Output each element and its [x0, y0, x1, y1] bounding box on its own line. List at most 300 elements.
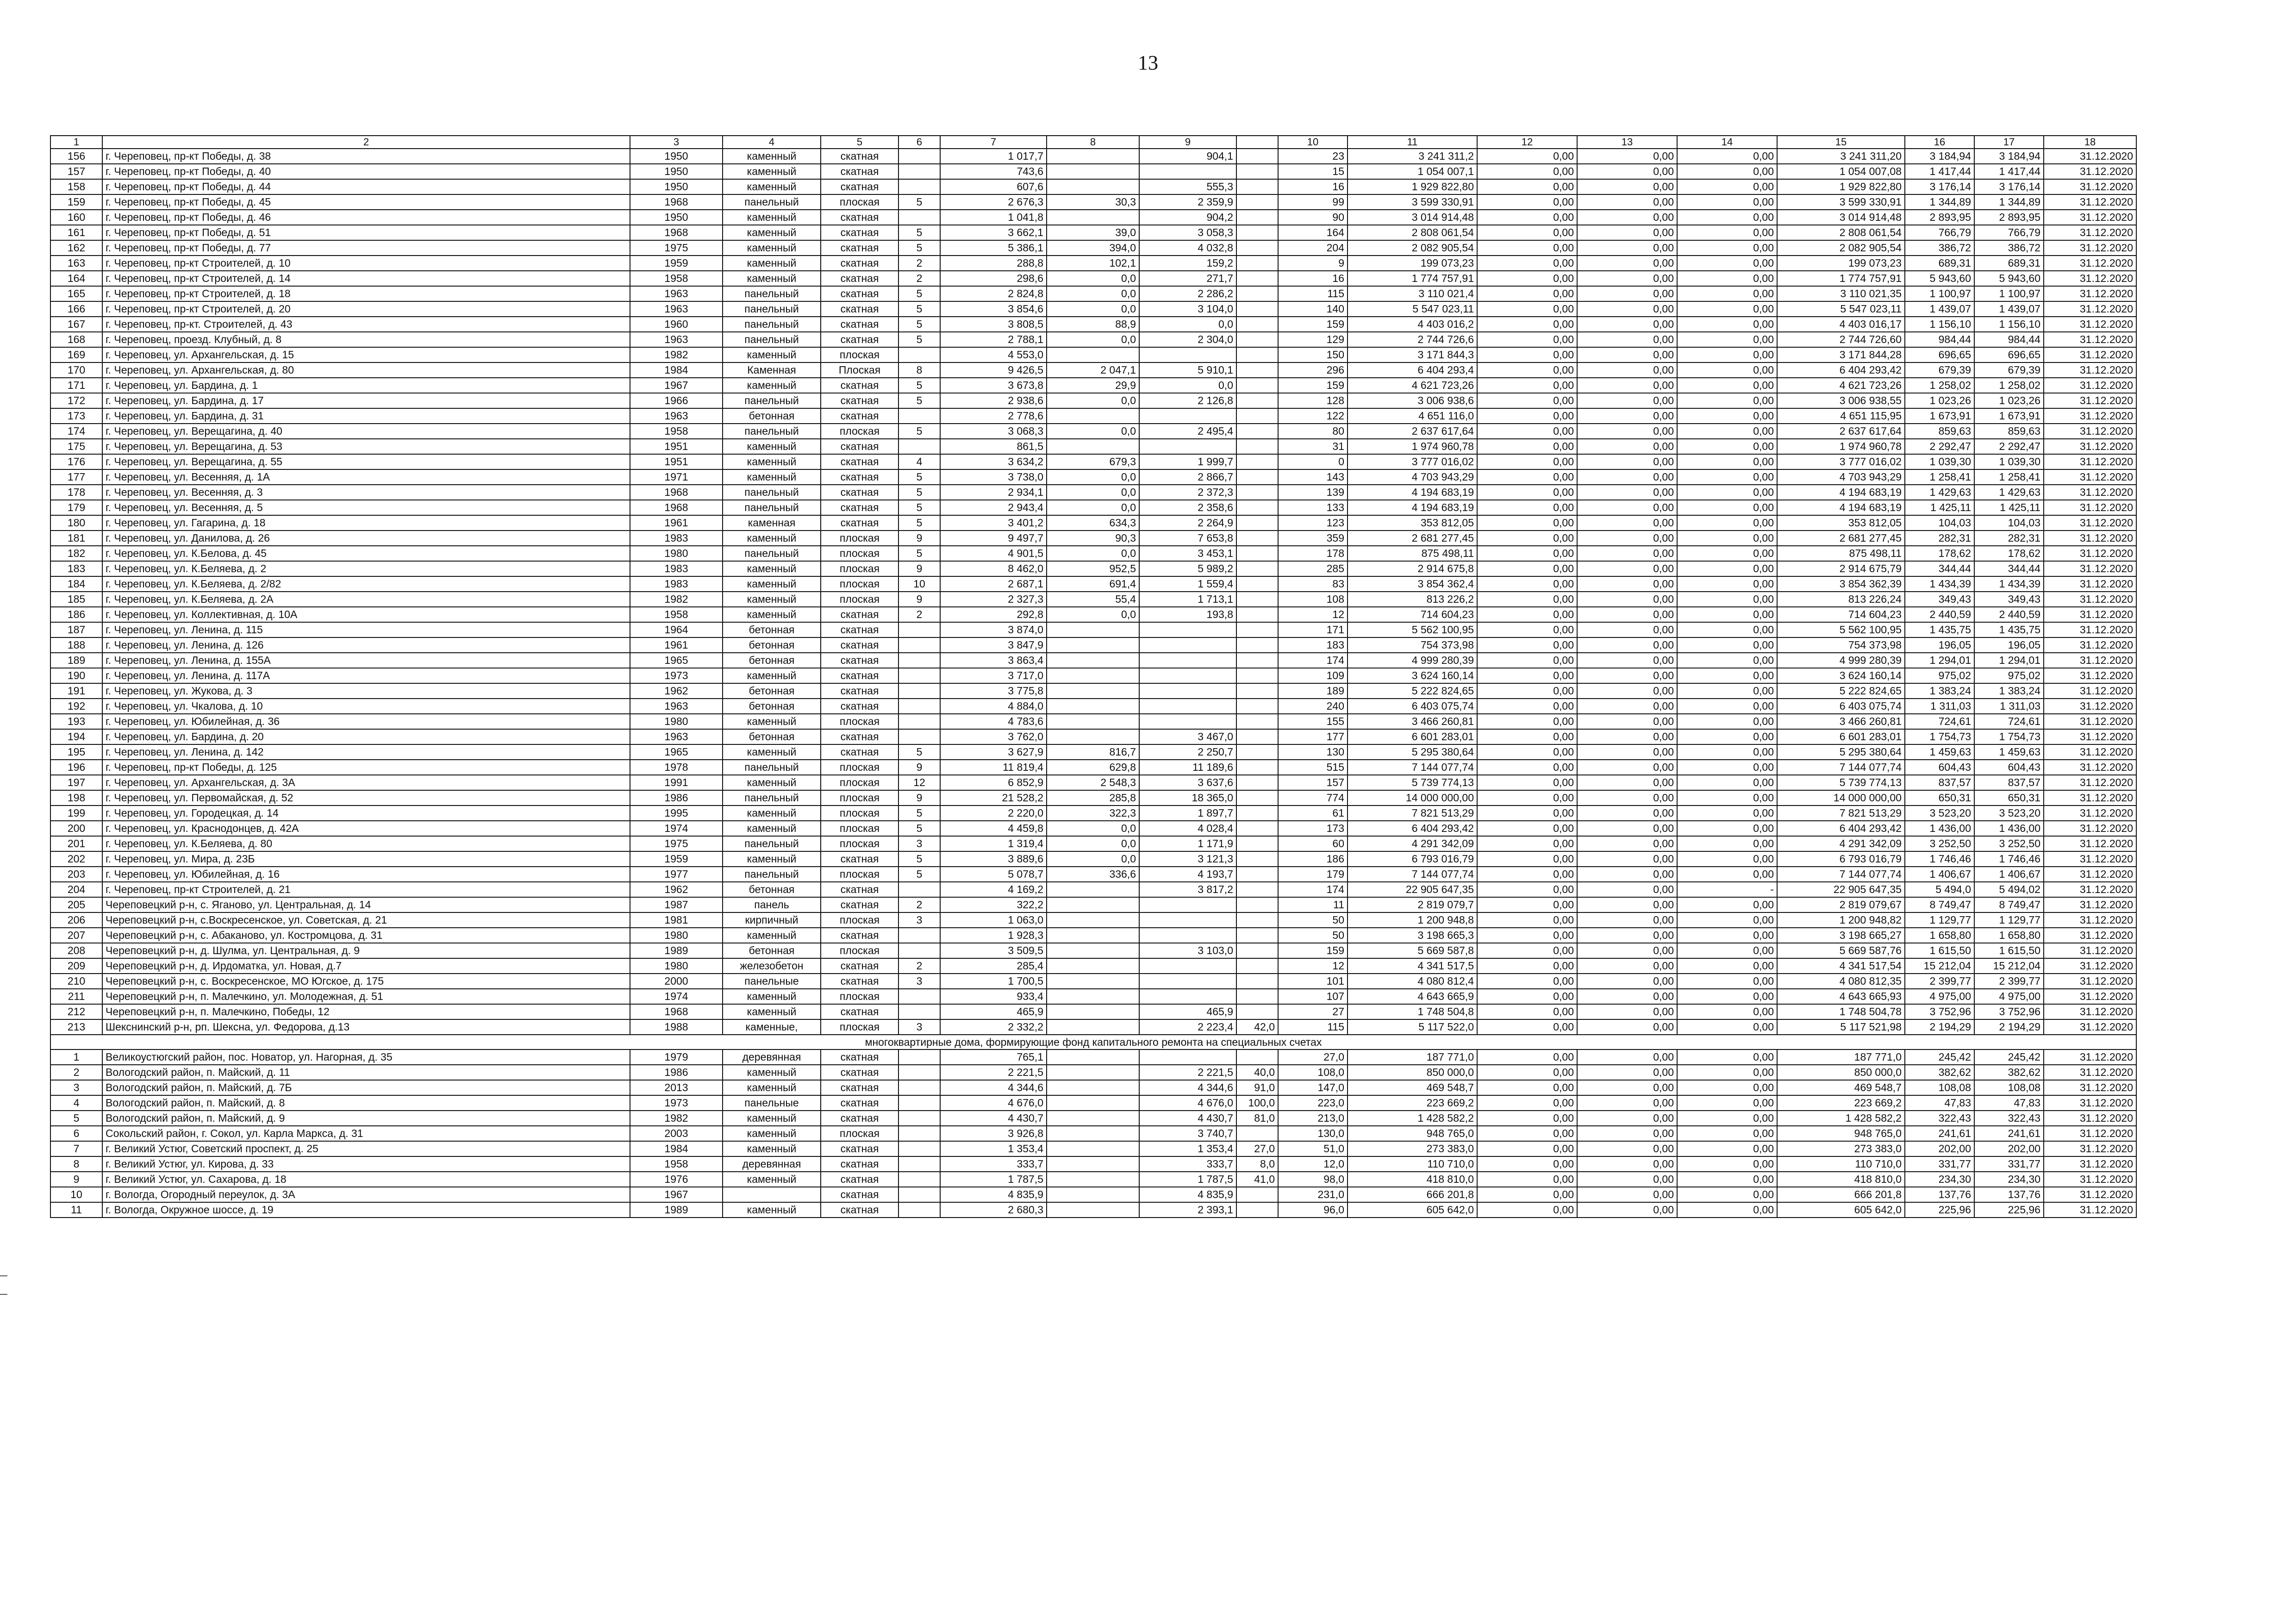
table-cell — [898, 1004, 940, 1019]
table-cell: 2 — [898, 607, 940, 622]
column-number-cell: 10 — [1278, 136, 1348, 149]
table-cell: 353 812,05 — [1348, 515, 1477, 531]
table-cell: 0,00 — [1677, 362, 1777, 378]
table-cell: 157 — [50, 164, 102, 179]
table-cell: 766,79 — [1974, 225, 2044, 240]
table-cell: 31.12.2020 — [2044, 439, 2136, 454]
table-cell: 155 — [1278, 714, 1348, 729]
table-cell: 2 943,4 — [940, 500, 1047, 515]
table-row — [50, 989, 2136, 1004]
table-cell: 31.12.2020 — [2044, 607, 2136, 622]
table-cell: 240 — [1278, 699, 1348, 714]
table-cell: скатная — [821, 1172, 898, 1187]
table-cell: 31.12.2020 — [2044, 1202, 2136, 1218]
table-cell: 0,00 — [1577, 989, 1677, 1004]
table-cell: 285,4 — [940, 958, 1047, 974]
table-cell: панельный — [723, 393, 821, 408]
table-cell: 382,62 — [1905, 1065, 1974, 1080]
table-cell — [1047, 974, 1139, 989]
table-cell: 4 975,00 — [1974, 989, 2044, 1004]
table-cell: 0,00 — [1577, 943, 1677, 958]
table-cell: 159 — [1278, 317, 1348, 332]
table-row — [50, 637, 2136, 653]
table-cell: 0,00 — [1677, 714, 1777, 729]
table-cell: 0,00 — [1677, 897, 1777, 912]
table-cell: 0,00 — [1577, 1080, 1677, 1095]
table-cell — [1236, 1126, 1278, 1141]
table-cell: 1986 — [630, 790, 723, 806]
address-cell: г. Череповец, пр-кт Победы, д. 40 — [102, 164, 630, 179]
table-cell — [1047, 179, 1139, 194]
table-cell: 31 — [1278, 439, 1348, 454]
table-cell: бетонная — [723, 622, 821, 637]
table-cell: 147,0 — [1278, 1080, 1348, 1095]
table-cell: 0,00 — [1677, 653, 1777, 668]
address-cell: г. Череповец, ул. Юбилейная, д. 36 — [102, 714, 630, 729]
table-cell: 199 073,23 — [1348, 256, 1477, 271]
table-cell: 1 406,67 — [1974, 867, 2044, 882]
table-cell: 679,3 — [1047, 454, 1139, 469]
table-cell — [1236, 1187, 1278, 1202]
table-cell: плоская — [821, 714, 898, 729]
column-number-cell: 4 — [723, 136, 821, 149]
address-cell: г. Вологда, Окружное шоссе, д. 19 — [102, 1202, 630, 1218]
table-cell: 4 651 116,0 — [1348, 408, 1477, 424]
table-cell: 1 754,73 — [1905, 729, 1974, 744]
table-cell — [898, 928, 940, 943]
table-cell: каменный — [723, 439, 821, 454]
table-cell: 1 063,0 — [940, 912, 1047, 928]
table-cell: 4 193,7 — [1139, 867, 1236, 882]
table-cell: 0,00 — [1577, 378, 1677, 393]
table-cell: 203 — [50, 867, 102, 882]
table-row — [50, 851, 2136, 867]
table-cell: 837,57 — [1905, 775, 1974, 790]
table-cell: 1963 — [630, 286, 723, 301]
table-cell: бетонная — [723, 637, 821, 653]
table-cell: 0,00 — [1477, 622, 1577, 637]
table-cell: 5 547 023,11 — [1348, 301, 1477, 317]
table-cell: 9 — [50, 1172, 102, 1187]
address-cell: г. Великий Устюг, Советский проспект, д. 25 — [102, 1141, 630, 1156]
table-cell: каменный — [723, 149, 821, 164]
table-cell: скатная — [821, 622, 898, 637]
table-cell — [1047, 1126, 1139, 1141]
table-cell: 189 — [1278, 683, 1348, 699]
table-cell — [1139, 989, 1236, 1004]
table-row — [50, 439, 2136, 454]
table-cell: 3 171 844,3 — [1348, 347, 1477, 362]
table-cell: 5 — [898, 424, 940, 439]
table-cell — [898, 683, 940, 699]
table-cell: 4 028,4 — [1139, 821, 1236, 836]
table-cell: 1963 — [630, 332, 723, 347]
table-cell: каменный — [723, 271, 821, 286]
table-cell: 31.12.2020 — [2044, 179, 2136, 194]
table-cell: панельный — [723, 301, 821, 317]
table-cell: 3 634,2 — [940, 454, 1047, 469]
table-cell: 1 023,26 — [1974, 393, 2044, 408]
table-cell: 1 974 960,78 — [1777, 439, 1905, 454]
table-cell: 3 599 330,91 — [1777, 194, 1905, 210]
table-cell: 850 000,0 — [1777, 1065, 1905, 1080]
table-cell: 3 752,96 — [1905, 1004, 1974, 1019]
table-cell: 0,00 — [1477, 1065, 1577, 1080]
table-cell: 714 604,23 — [1348, 607, 1477, 622]
table-cell — [898, 729, 940, 744]
table-cell: скатная — [821, 637, 898, 653]
table-cell: 1 353,4 — [940, 1141, 1047, 1156]
table-row — [50, 546, 2136, 561]
table-cell: 16 — [1278, 179, 1348, 194]
table-row — [50, 332, 2136, 347]
table-cell: 0,00 — [1677, 301, 1777, 317]
table-cell: 31.12.2020 — [2044, 882, 2136, 897]
table-cell: 183 — [1278, 637, 1348, 653]
table-cell: скатная — [821, 1141, 898, 1156]
table-cell: 143 — [1278, 469, 1348, 485]
table-cell: каменная — [723, 515, 821, 531]
table-cell: 0,00 — [1477, 378, 1577, 393]
table-cell: 15 212,04 — [1974, 958, 2044, 974]
column-number-cell: 12 — [1477, 136, 1577, 149]
table-cell — [1236, 637, 1278, 653]
table-cell: 0,00 — [1577, 653, 1677, 668]
table-cell: 5 — [898, 806, 940, 821]
table-cell: 0,00 — [1677, 836, 1777, 851]
table-cell: 515 — [1278, 760, 1348, 775]
table-cell: 31.12.2020 — [2044, 637, 2136, 653]
table-cell: 0,00 — [1477, 362, 1577, 378]
table-cell — [1236, 882, 1278, 897]
table-cell: 2 495,4 — [1139, 424, 1236, 439]
table-cell: 31.12.2020 — [2044, 897, 2136, 912]
table-cell: каменный — [723, 347, 821, 362]
table-cell: скатная — [821, 485, 898, 500]
table-cell: 3 808,5 — [940, 317, 1047, 332]
table-row — [50, 729, 2136, 744]
table-cell: 336,6 — [1047, 867, 1139, 882]
table-cell: 5 562 100,95 — [1348, 622, 1477, 637]
table-cell: 1988 — [630, 1019, 723, 1035]
table-cell: 4 430,7 — [940, 1111, 1047, 1126]
table-cell: 6 793 016,79 — [1348, 851, 1477, 867]
table-cell: 41,0 — [1236, 1172, 1278, 1187]
table-cell: 0,00 — [1577, 301, 1677, 317]
table-cell: 31.12.2020 — [2044, 149, 2136, 164]
table-cell: 1976 — [630, 1172, 723, 1187]
table-cell: 130 — [1278, 744, 1348, 760]
table-cell: 3 — [50, 1080, 102, 1095]
table-row — [50, 149, 2136, 164]
table-cell: 0,00 — [1577, 531, 1677, 546]
table-cell: 234,30 — [1974, 1172, 2044, 1187]
table-cell: 0,00 — [1577, 149, 1677, 164]
table-cell: 0,00 — [1477, 515, 1577, 531]
table-cell: 0,00 — [1477, 637, 1577, 653]
table-cell: плоская — [821, 531, 898, 546]
table-cell: скатная — [821, 271, 898, 286]
table-cell: 3 627,9 — [940, 744, 1047, 760]
table-cell: 2 914 675,79 — [1777, 561, 1905, 576]
table-cell: 2 047,1 — [1047, 362, 1139, 378]
table-cell: 7 144 077,74 — [1348, 760, 1477, 775]
table-cell: 465,9 — [1139, 1004, 1236, 1019]
table-cell: 241,61 — [1974, 1126, 2044, 1141]
table-cell: 3 014 914,48 — [1348, 210, 1477, 225]
table-cell: скатная — [821, 653, 898, 668]
table-cell: 1 928,3 — [940, 928, 1047, 943]
table-cell — [1047, 683, 1139, 699]
table-cell: 1 258,41 — [1974, 469, 2044, 485]
table-row — [50, 454, 2136, 469]
table-cell: 0,00 — [1477, 256, 1577, 271]
address-cell: г. Череповец, ул. Городецкая, д. 14 — [102, 806, 630, 821]
table-cell — [1139, 897, 1236, 912]
table-cell: 4 430,7 — [1139, 1111, 1236, 1126]
table-cell: 1 100,97 — [1905, 286, 1974, 301]
table-row — [50, 393, 2136, 408]
table-cell: панельный — [723, 867, 821, 882]
table-cell: 3 775,8 — [940, 683, 1047, 699]
table-cell: 1979 — [630, 1049, 723, 1065]
table-cell: 0,00 — [1577, 851, 1677, 867]
table-cell: 130,0 — [1278, 1126, 1348, 1141]
table-cell: 0,0 — [1047, 821, 1139, 836]
table-cell: 110 710,0 — [1348, 1156, 1477, 1172]
table-cell: 31.12.2020 — [2044, 1095, 2136, 1111]
table-cell: 298,6 — [940, 271, 1047, 286]
column-number-cell — [1236, 136, 1278, 149]
table-cell: 2 399,77 — [1905, 974, 1974, 989]
table-cell: 0,00 — [1477, 561, 1577, 576]
table-cell: 99 — [1278, 194, 1348, 210]
table-cell: 0,00 — [1577, 240, 1677, 256]
address-cell: Череповецкий р-н, п. Малечкино, ул. Молодежная, д. 51 — [102, 989, 630, 1004]
table-cell: 5 386,1 — [940, 240, 1047, 256]
table-cell: 195 — [50, 744, 102, 760]
table-cell: 0,00 — [1477, 317, 1577, 332]
table-cell: 31.12.2020 — [2044, 500, 2136, 515]
table-cell — [1047, 149, 1139, 164]
table-cell: 0,00 — [1677, 485, 1777, 500]
table-cell: 31.12.2020 — [2044, 760, 2136, 775]
table-cell: 0,00 — [1477, 1004, 1577, 1019]
table-cell: 604,43 — [1905, 760, 1974, 775]
table-cell: 0,0 — [1047, 469, 1139, 485]
table-cell: 288,8 — [940, 256, 1047, 271]
table-cell: 3 662,1 — [940, 225, 1047, 240]
table-cell: скатная — [821, 1080, 898, 1095]
table-cell: 696,65 — [1974, 347, 2044, 362]
table-cell: 205 — [50, 897, 102, 912]
address-cell: г. Череповец, ул. Жукова, д. 3 — [102, 683, 630, 699]
table-cell: каменный — [723, 179, 821, 194]
table-row — [50, 500, 2136, 515]
table-row — [50, 362, 2136, 378]
table-cell: 0,00 — [1677, 1019, 1777, 1035]
table-cell: 0,00 — [1577, 393, 1677, 408]
table-cell: 3 014 914,48 — [1777, 210, 1905, 225]
table-cell: 754 373,98 — [1777, 637, 1905, 653]
table-cell — [1047, 1156, 1139, 1172]
table-cell: 2003 — [630, 1126, 723, 1141]
table-cell: 0,00 — [1577, 485, 1677, 500]
table-cell — [1047, 1202, 1139, 1218]
table-cell — [1047, 1049, 1139, 1065]
table-cell: скатная — [821, 256, 898, 271]
table-cell: 9 — [898, 790, 940, 806]
table-cell: 3 854,6 — [940, 301, 1047, 317]
table-cell: 0,00 — [1477, 1156, 1577, 1172]
table-row — [50, 760, 2136, 775]
table-cell: 31.12.2020 — [2044, 1172, 2136, 1187]
table-cell: 231,0 — [1278, 1187, 1348, 1202]
table-cell: 1 673,91 — [1905, 408, 1974, 424]
table-cell: 133 — [1278, 500, 1348, 515]
table-cell: 1983 — [630, 561, 723, 576]
table-cell: 0,0 — [1047, 836, 1139, 851]
table-cell: 211 — [50, 989, 102, 1004]
table-cell: 3 184,94 — [1905, 149, 1974, 164]
table-cell: 0,00 — [1577, 974, 1677, 989]
table-row — [50, 179, 2136, 194]
section-header-row — [50, 1035, 2136, 1049]
table-row — [50, 714, 2136, 729]
table-cell: 1 658,80 — [1974, 928, 2044, 943]
table-cell: 1 897,7 — [1139, 806, 1236, 821]
address-cell: г. Череповец, проезд. Клубный, д. 8 — [102, 332, 630, 347]
table-cell: 4 676,0 — [1139, 1095, 1236, 1111]
table-cell: - — [1677, 882, 1777, 897]
table-cell: 2 082 905,54 — [1348, 240, 1477, 256]
table-cell: плоская — [821, 821, 898, 836]
table-cell: 2 637 617,64 — [1777, 424, 1905, 439]
table-cell: 5 — [898, 485, 940, 500]
table-cell: 0,00 — [1477, 531, 1577, 546]
table-cell: 5 — [898, 469, 940, 485]
table-cell: 9 — [1278, 256, 1348, 271]
table-cell: 31.12.2020 — [2044, 653, 2136, 668]
table-cell: 1980 — [630, 958, 723, 974]
table-cell: 282,31 — [1974, 531, 2044, 546]
table-cell: 1984 — [630, 1141, 723, 1156]
table-cell: 0,00 — [1477, 1049, 1577, 1065]
table-cell: 4 835,9 — [940, 1187, 1047, 1202]
table-cell: 0,00 — [1477, 225, 1577, 240]
table-cell: 0,00 — [1577, 836, 1677, 851]
table-cell: 5 669 587,76 — [1777, 943, 1905, 958]
table-cell: 766,79 — [1905, 225, 1974, 240]
table-cell: 1987 — [630, 897, 723, 912]
scan-edge-mark — [0, 1275, 7, 1295]
table-cell: скатная — [821, 851, 898, 867]
table-cell: 8 749,47 — [1905, 897, 1974, 912]
address-cell: г. Череповец, ул. Ленина, д. 126 — [102, 637, 630, 653]
table-cell: 1 200 948,82 — [1777, 912, 1905, 928]
table-cell: 150 — [1278, 347, 1348, 362]
table-cell: 322,43 — [1905, 1111, 1974, 1126]
table-cell: 158 — [50, 179, 102, 194]
table-cell: 31.12.2020 — [2044, 210, 2136, 225]
table-cell: скатная — [821, 317, 898, 332]
table-cell: 2 866,7 — [1139, 469, 1236, 485]
table-cell: кирпичный — [723, 912, 821, 928]
table-cell: 1 039,30 — [1905, 454, 1974, 469]
table-cell: 122 — [1278, 408, 1348, 424]
table-cell: 188 — [50, 637, 102, 653]
table-cell: 31.12.2020 — [2044, 286, 2136, 301]
table-cell — [898, 179, 940, 194]
table-cell: 225,96 — [1974, 1202, 2044, 1218]
table-cell: 0,00 — [1677, 1049, 1777, 1065]
table-cell — [1236, 729, 1278, 744]
table-cell: каменный — [723, 714, 821, 729]
table-cell — [1047, 714, 1139, 729]
table-cell: 3 103,0 — [1139, 943, 1236, 958]
table-cell: 1989 — [630, 1202, 723, 1218]
table-cell: 5 — [898, 867, 940, 882]
table-cell: 0,00 — [1677, 851, 1777, 867]
table-cell — [898, 1126, 940, 1141]
table-cell: скатная — [821, 1049, 898, 1065]
table-cell: 0,00 — [1577, 1111, 1677, 1126]
table-cell: 199 073,23 — [1777, 256, 1905, 271]
table-cell: 2 194,29 — [1974, 1019, 2044, 1035]
table-cell: 201 — [50, 836, 102, 851]
address-cell: г. Череповец, ул. Архангельская, д. 15 — [102, 347, 630, 362]
table-cell: 0,00 — [1577, 1095, 1677, 1111]
table-cell: 100,0 — [1236, 1095, 1278, 1111]
table-cell: скатная — [821, 668, 898, 683]
table-cell: 0,00 — [1477, 1111, 1577, 1126]
table-cell — [1047, 882, 1139, 897]
table-cell: 1975 — [630, 240, 723, 256]
table-cell: 875 498,11 — [1348, 546, 1477, 561]
table-row — [50, 1065, 2136, 1080]
table-cell: 2 934,1 — [940, 485, 1047, 500]
table-cell: панельный — [723, 760, 821, 775]
table-cell: 285,8 — [1047, 790, 1139, 806]
table-cell: 0,00 — [1477, 729, 1577, 744]
table-cell: 7 144 077,74 — [1777, 760, 1905, 775]
table-cell: 164 — [1278, 225, 1348, 240]
table-cell: 50 — [1278, 928, 1348, 943]
table-row — [50, 576, 2136, 592]
table-cell: 3 777 016,02 — [1777, 454, 1905, 469]
table-cell: 2000 — [630, 974, 723, 989]
address-cell: Череповецкий р-н, д. Шулма, ул. Центральная, д. 9 — [102, 943, 630, 958]
table-cell: 5 117 521,98 — [1777, 1019, 1905, 1035]
table-cell: 4 999 280,39 — [1348, 653, 1477, 668]
table-cell: 1968 — [630, 500, 723, 515]
table-cell: 1980 — [630, 546, 723, 561]
table-row — [50, 469, 2136, 485]
table-cell: 0,00 — [1677, 179, 1777, 194]
table-cell: 1965 — [630, 744, 723, 760]
table-cell: 0,00 — [1677, 867, 1777, 882]
table-cell: 4 459,8 — [940, 821, 1047, 836]
table-cell: 5 669 587,8 — [1348, 943, 1477, 958]
table-cell: 0,00 — [1577, 1065, 1677, 1080]
table-cell: 3 252,50 — [1905, 836, 1974, 851]
table-cell: 1 428 582,2 — [1348, 1111, 1477, 1126]
table-cell: 3 523,20 — [1974, 806, 2044, 821]
column-number-cell: 14 — [1677, 136, 1777, 149]
table-cell: 3 184,94 — [1974, 149, 2044, 164]
table-cell: деревянная — [723, 1049, 821, 1065]
table-cell: каменный — [723, 851, 821, 867]
